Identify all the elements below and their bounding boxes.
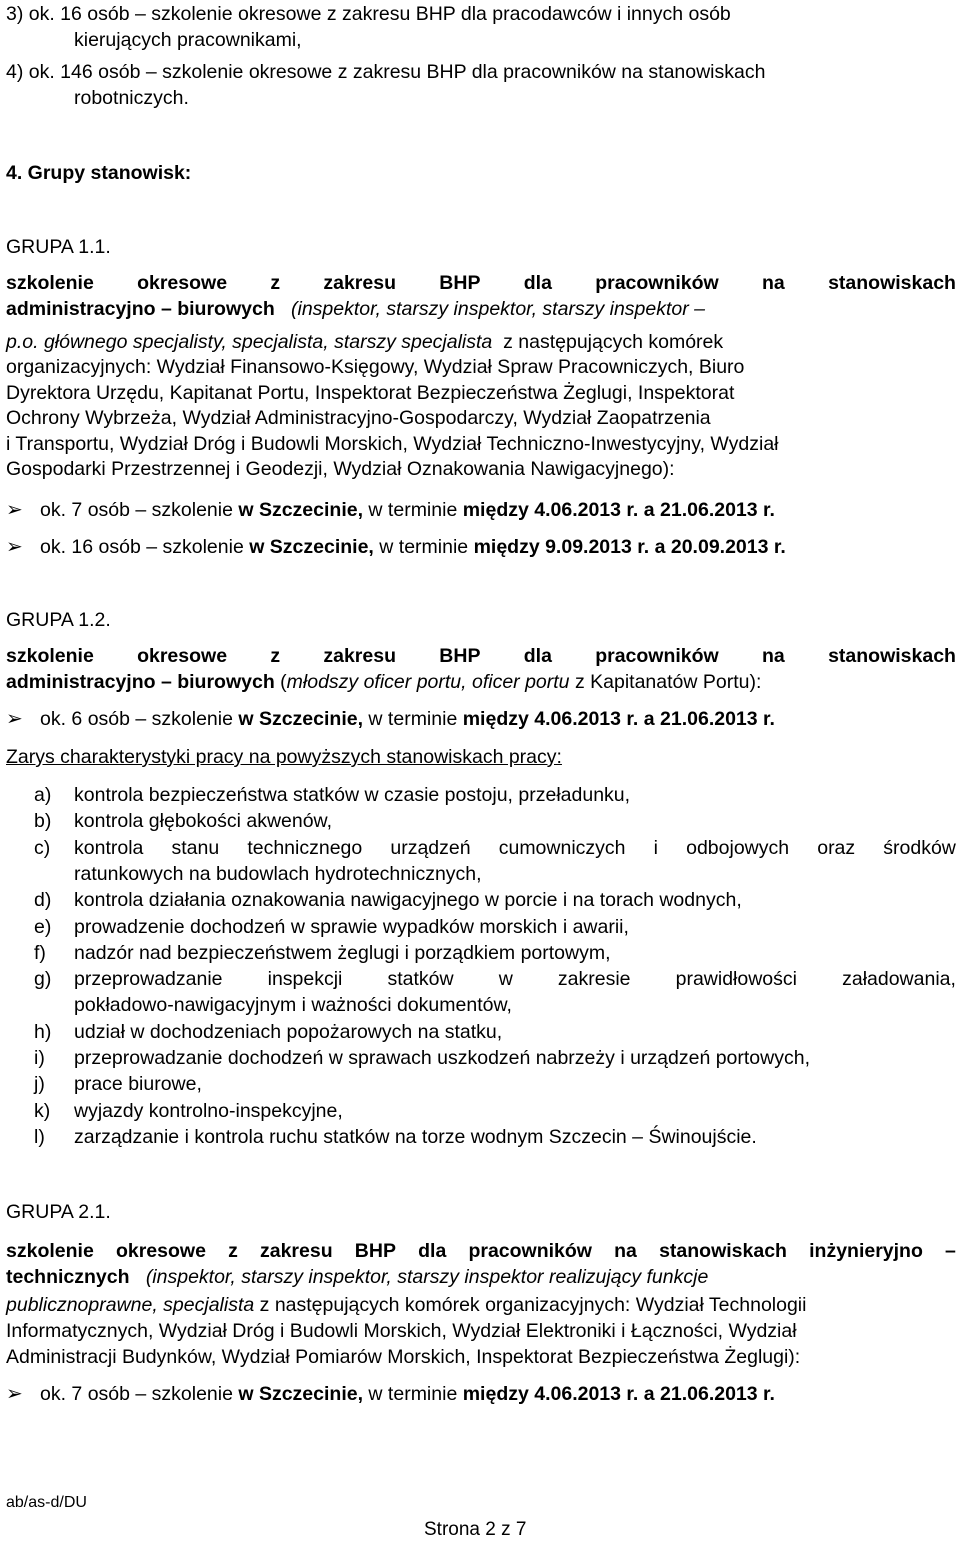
bullet-item: ➢ ok. 6 osób – szkolenie w Szczecinie, w terminie między 4.06.2013 r. a 21.06.2013 r. bbox=[6, 708, 775, 730]
list-item-continuation: pokładowo-nawigacyjnym i ważności dokumentów, bbox=[74, 994, 512, 1017]
list-item-label: c) bbox=[34, 836, 51, 859]
list-item-text: udział w dochodzeniach popożarowych na statku, bbox=[74, 1020, 503, 1043]
group-1-1-line3: p.o. głównego specjalisty, specjalista, starszy specjalista z następujących komórek bbox=[6, 331, 724, 353]
group-heading-2-1: GRUPA 2.1. bbox=[6, 1201, 111, 1223]
list-item-text: nadzór nad bezpieczeństwem żeglugi i porządkiem portowym, bbox=[74, 941, 611, 964]
list-item-label: e) bbox=[34, 915, 52, 938]
list-item bbox=[6, 887, 956, 913]
list-item-text: kontrola działania oznakowania nawigacyjnego w porcie i na torach wodnych, bbox=[74, 889, 742, 912]
list-item bbox=[6, 1045, 956, 1071]
bullet-item: ➢ ok. 16 osób – szkolenie w Szczecinie, w terminie między 9.09.2013 r. a 20.09.2013 r. bbox=[6, 536, 786, 558]
group-1-2-title: szkolenie okresowe z zakresu BHP dla pracowników na stanowiskach bbox=[6, 645, 956, 667]
arrow-bullet-icon: ➢ bbox=[6, 499, 23, 521]
list-item-text: kontrola głębokości akwenów, bbox=[74, 810, 332, 833]
list-item-label: k) bbox=[34, 1099, 51, 1122]
bullet-item: ➢ ok. 7 osób – szkolenie w Szczecinie, w terminie między 4.06.2013 r. a 21.06.2013 r. bbox=[6, 499, 775, 521]
group-1-1-line5: Dyrektora Urzędu, Kapitanat Portu, Inspektorat Bezpieczeństwa Żeglugi, Inspektorat bbox=[6, 382, 735, 404]
list-item-text: prace biurowe, bbox=[74, 1073, 202, 1096]
list-item-label: b) bbox=[34, 810, 52, 833]
list-item-label: a) bbox=[34, 784, 52, 806]
list-item-text: kontrola bezpieczeństwa statków w czasie postoju, przeładunku, bbox=[74, 784, 631, 806]
group-2-1-line4: Informatycznych, Wydział Dróg i Budowli Morskich, Wydział Elektroniki i Łączności, Wydział bbox=[6, 1320, 797, 1342]
group-heading-1-2: GRUPA 1.2. bbox=[6, 609, 111, 631]
list-item-text: prowadzenie dochodzeń w sprawie wypadków morskich i awarii, bbox=[74, 915, 629, 938]
list-item-label: l) bbox=[34, 1125, 45, 1148]
group-heading-1-1: GRUPA 1.1. bbox=[6, 236, 111, 258]
list-item bbox=[6, 835, 956, 861]
list-item-continuation: ratunkowych na budowlach hydrotechnicznych, bbox=[74, 862, 482, 885]
list-item bbox=[6, 1019, 956, 1045]
section-title: 4. Grupy stanowisk: bbox=[6, 162, 192, 184]
arrow-bullet-icon: ➢ bbox=[6, 536, 23, 558]
list-item-label: g) bbox=[34, 968, 52, 991]
list-item-3-cont: kierujących pracownikami, bbox=[74, 29, 302, 51]
list-item bbox=[6, 808, 956, 834]
group-1-1-line8: Gospodarki Przestrzennej i Geodezji, Wydział Oznakowania Nawigacyjnego): bbox=[6, 458, 675, 480]
page-number: Strona 2 z 7 bbox=[424, 1519, 527, 1540]
list-item bbox=[6, 1124, 956, 1150]
list-item-label: i) bbox=[34, 1047, 45, 1069]
list-item-text: wyjazdy kontrolno-inspekcyjne, bbox=[74, 1099, 343, 1122]
list-item-text: kontrola stanu technicznego urządzeń cumowniczych i odbojowych oraz środków bbox=[74, 836, 956, 859]
list-item-label: f) bbox=[34, 941, 46, 964]
group-2-1-line5: Administracji Budynków, Wydział Pomiarów Morskich, Inspektorat Bezpieczeństwa Żeglugi): bbox=[6, 1346, 801, 1368]
group-1-1-line2: administracyjno – biurowych (inspektor, starszy inspektor, starszy inspektor – bbox=[6, 298, 705, 320]
list-item-text: zarządzanie i kontrola ruchu statków na torze wodnym Szczecin – Świnoujście. bbox=[74, 1125, 757, 1148]
list-item-4-cont: robotniczych. bbox=[74, 87, 189, 109]
list-item bbox=[6, 966, 956, 992]
list-item-3: 3) ok. 16 osób – szkolenie okresowe z zakresu BHP dla pracodawców i innych osób bbox=[6, 3, 731, 25]
group-2-1-line2: technicznych (inspektor, starszy inspektor, starszy inspektor realizujący funkcje bbox=[6, 1266, 709, 1288]
list-item-label: j) bbox=[34, 1073, 45, 1096]
list-item bbox=[6, 1071, 956, 1097]
group-1-2-line2: administracyjno – biurowych (młodszy oficer portu, oficer portu z Kapitanatów Portu): bbox=[6, 671, 762, 693]
list-item-4: 4) ok. 146 osób – szkolenie okresowe z zakresu BHP dla pracowników na stanowiskach bbox=[6, 61, 766, 83]
characteristics-heading: Zarys charakterystyki pracy na powyższych stanowiskach pracy: bbox=[6, 746, 562, 768]
group-1-1-line4: organizacyjnych: Wydział Finansowo-Księgowy, Wydział Spraw Pracowniczych, Biuro bbox=[6, 356, 745, 378]
list-item bbox=[6, 940, 956, 966]
group-1-1-line6: Ochrony Wybrzeża, Wydział Administracyjno-Gospodarczy, Wydział Zaopatrzenia bbox=[6, 407, 711, 429]
bullet-item: ➢ ok. 7 osób – szkolenie w Szczecinie, w terminie między 4.06.2013 r. a 21.06.2013 r. bbox=[6, 1383, 775, 1405]
arrow-bullet-icon: ➢ bbox=[6, 708, 23, 730]
group-1-1-line7: i Transportu, Wydział Dróg i Budowli Morskich, Wydział Techniczno-Inwestycyjny, Wydział bbox=[6, 433, 779, 455]
list-item bbox=[6, 1098, 956, 1124]
list-item-text: przeprowadzanie dochodzeń w sprawach uszkodzeń nabrzeży i urządzeń portowych, bbox=[74, 1047, 810, 1069]
list-item-label: h) bbox=[34, 1020, 52, 1043]
group-2-1-line3: publicznoprawne, specjalista z następujących komórek organizacyjnych: Wydział Technologii bbox=[6, 1294, 807, 1316]
arrow-bullet-icon: ➢ bbox=[6, 1383, 23, 1405]
group-1-1-title: szkolenie okresowe z zakresu BHP dla pracowników na stanowiskach bbox=[6, 272, 956, 294]
list-item-text: przeprowadzanie inspekcji statków w zakresie prawidłowości załadowania, bbox=[74, 968, 956, 991]
document-code: ab/as-d/DU bbox=[6, 1494, 87, 1511]
list-item bbox=[6, 914, 956, 940]
list-item bbox=[6, 782, 956, 808]
list-item-label: d) bbox=[34, 889, 52, 912]
group-2-1-title: szkolenie okresowe z zakresu BHP dla pracowników na stanowiskach inżynieryjno – bbox=[6, 1240, 956, 1262]
